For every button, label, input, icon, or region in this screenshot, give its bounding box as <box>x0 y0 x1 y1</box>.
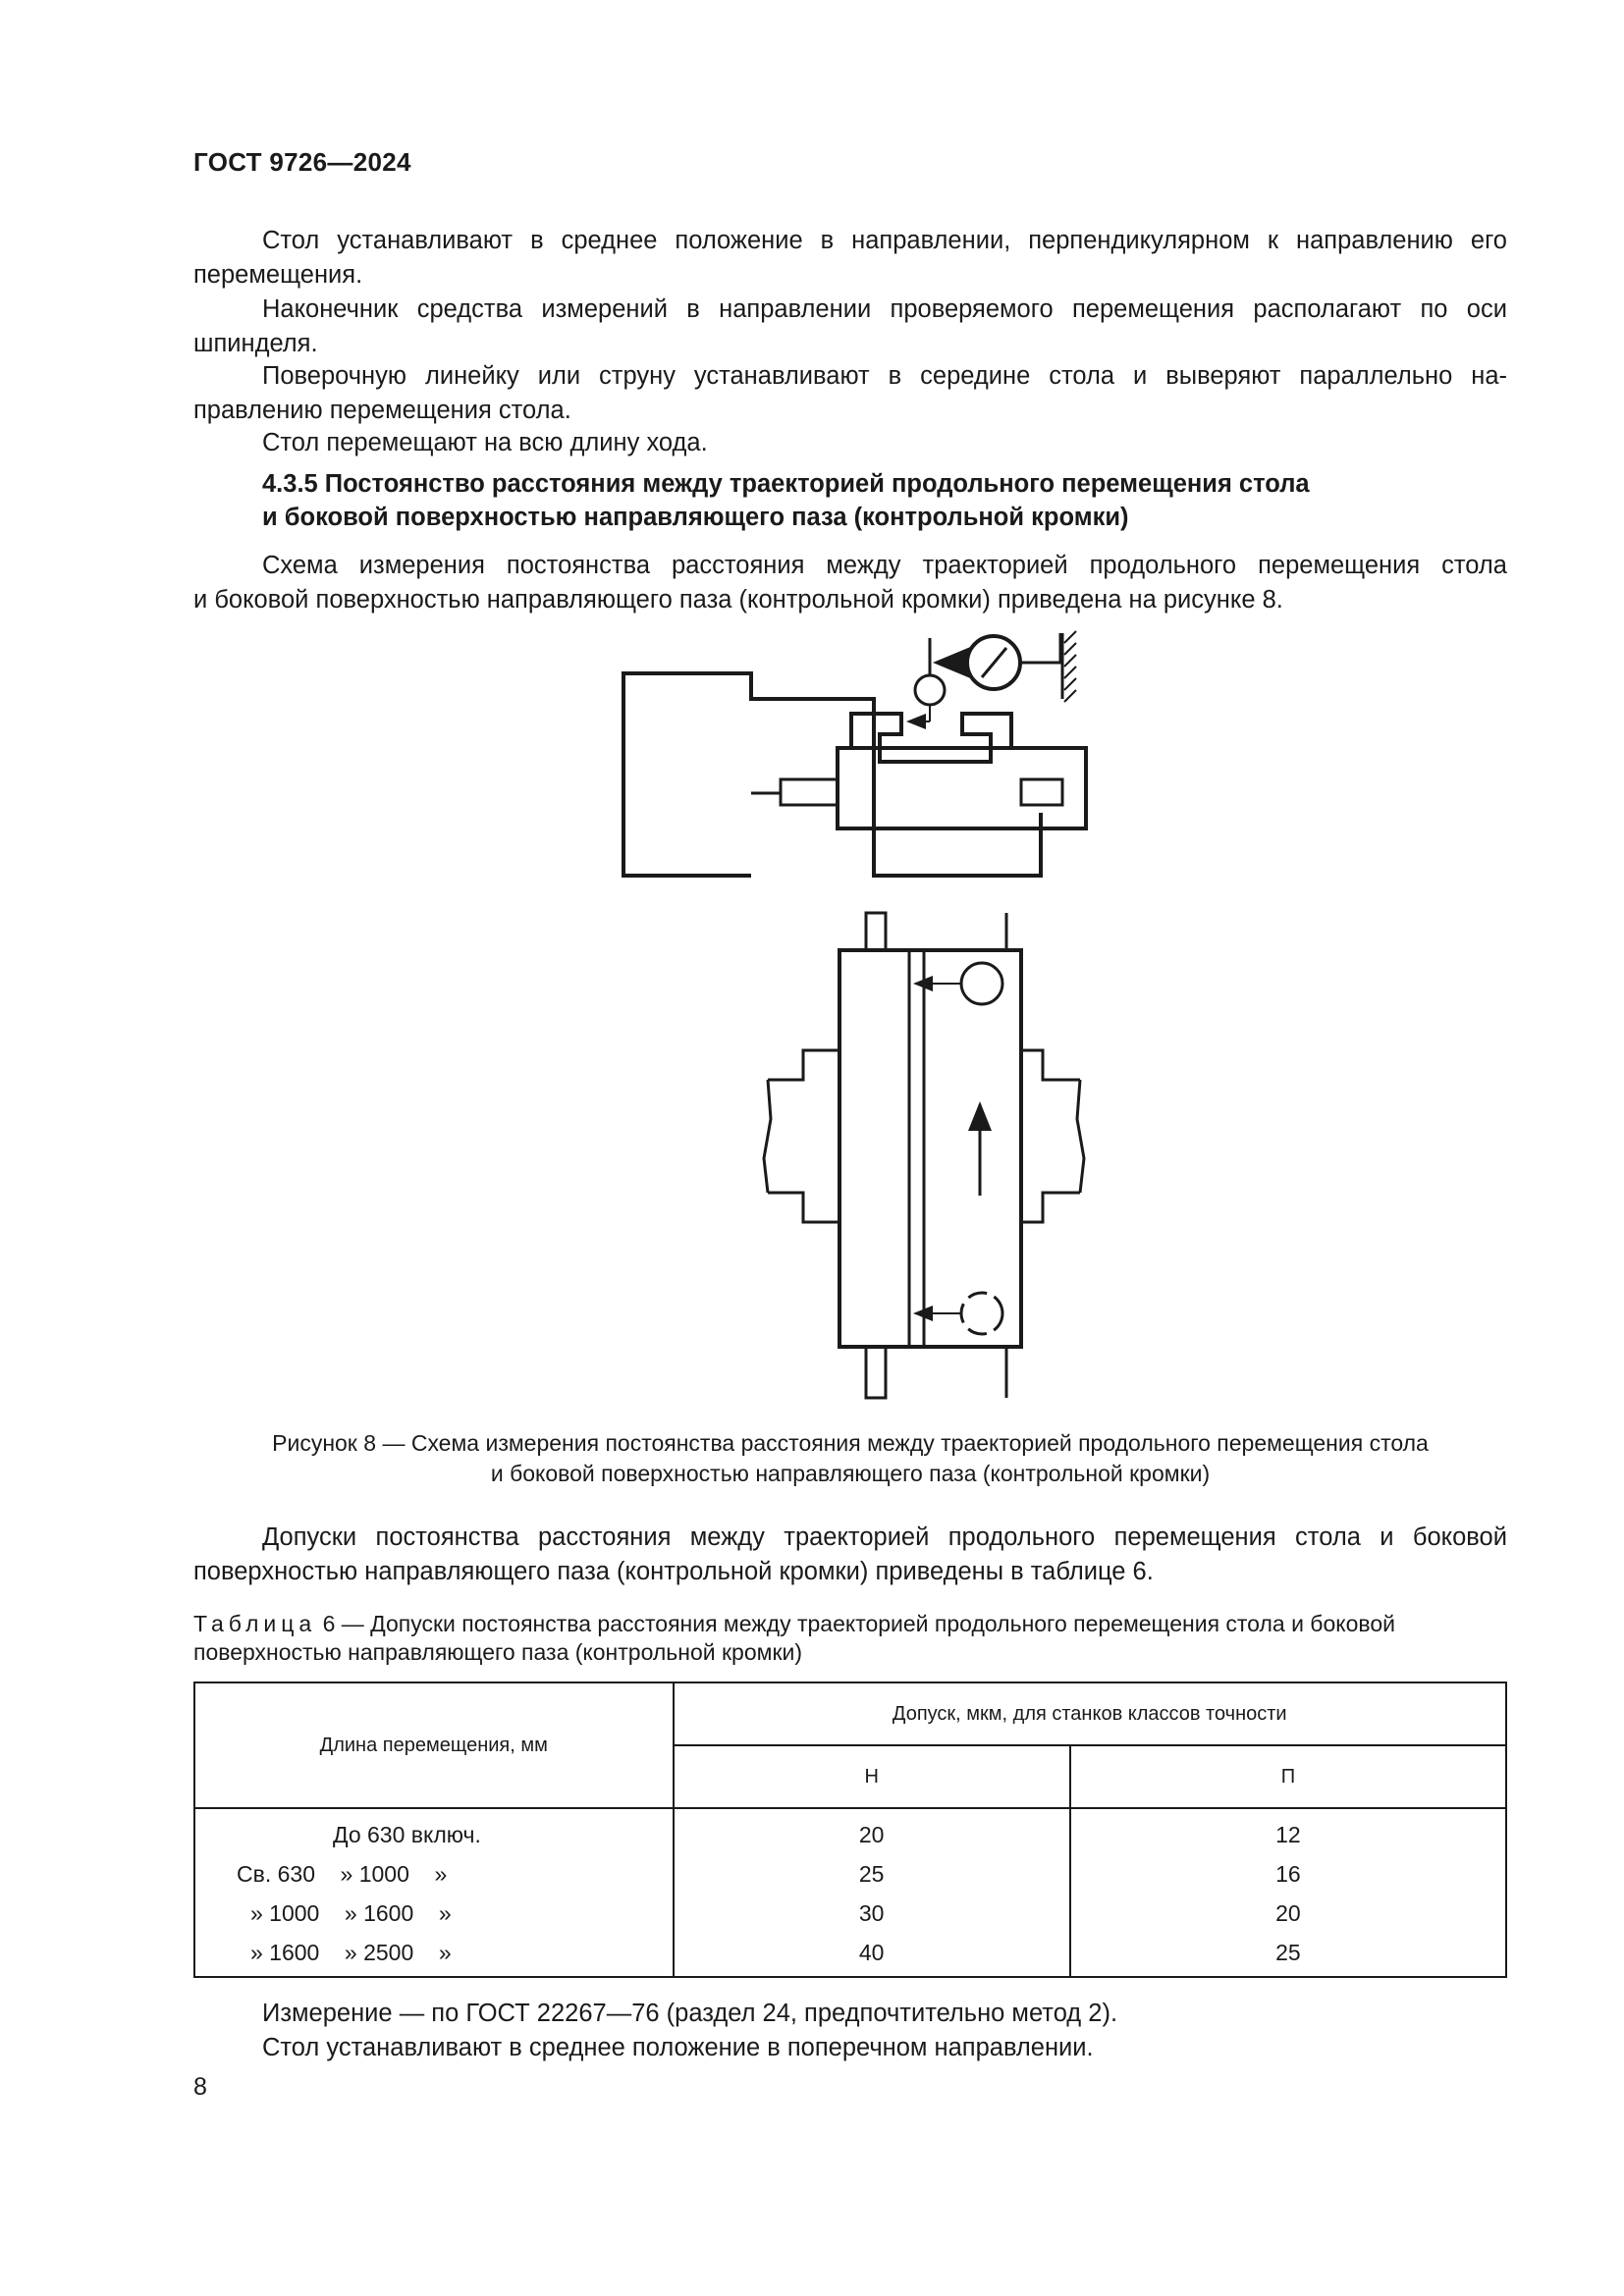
tolerance-h-cell: 30 <box>674 1894 1070 1933</box>
paragraph-line: шпинделя. <box>193 330 318 357</box>
table-top <box>839 950 1021 1347</box>
paragraph-line: правлению перемещения стола. <box>193 397 571 424</box>
table-row <box>194 1894 1506 1933</box>
paragraph-line: Измерение — по ГОСТ 22267—76 (раздел 24, предпочтительно метод 2). <box>262 2000 1118 2027</box>
side-view <box>623 631 1086 876</box>
table-caption-word: Таблица <box>193 1611 317 1636</box>
header-class-p: П <box>1070 1745 1506 1808</box>
paragraph-line: Стол перемещают на всю длину хода. <box>262 429 708 456</box>
length-cell: » 1600 » 2500 » <box>194 1933 674 1977</box>
section-title: и боковой поверхностью направляющего паза (контрольной кромки) <box>262 504 1129 531</box>
paragraph-line: Стол устанавливают в среднее положение в направлении, перпендикулярном к направлению его <box>262 227 1507 254</box>
top-view <box>764 913 1084 1398</box>
indicator-position-end <box>961 1293 1002 1334</box>
length-cell: Св. 630 » 1000 » <box>194 1854 674 1894</box>
table-row <box>194 1808 1506 1854</box>
machine-bed <box>623 673 1041 876</box>
paragraph-line: Наконечник средства измерений в направлении проверяемого перемещения располагают по оси <box>262 295 1507 323</box>
tolerance-table <box>193 1682 1507 1978</box>
length-cell: До 630 включ. <box>194 1808 674 1854</box>
document-code: ГОСТ 9726—2024 <box>193 147 411 177</box>
table-caption <box>193 1610 1507 1638</box>
paragraph-line: Стол устанавливают в среднее положение в поперечном направлении. <box>262 2034 1094 2061</box>
paragraph-line: Поверочную линейку или струну устанавливают в середине стола и выверяют параллельно на- <box>262 362 1507 390</box>
tolerance-h-cell: 25 <box>674 1854 1070 1894</box>
table-row <box>194 1933 1506 1977</box>
tolerance-p-cell: 25 <box>1070 1933 1506 1977</box>
figure-caption: Рисунок 8 — Схема измерения постоянства расстояния между траекторией продольного перемещения стола <box>272 1430 1429 1456</box>
section-title: 4.3.5 Постоянство расстояния между траекторией продольного перемещения стола <box>262 470 1310 498</box>
table-caption-text: 6 — Допуски постоянства расстояния между траекторией продольного перемещения стола и боковой <box>316 1611 1395 1636</box>
indicator-tip <box>915 675 945 705</box>
paragraph-line: Допуски постоянства расстояния между траекторией продольного перемещения стола и боковой <box>262 1523 1507 1551</box>
measurement-scheme-figure <box>609 618 1119 1414</box>
header-class-h: Н <box>674 1745 1070 1808</box>
header-tolerance: Допуск, мкм, для станков классов точности <box>674 1682 1506 1745</box>
screw-right <box>1021 779 1062 805</box>
paragraph-line: поверхностью направляющего паза (контрольной кромки) приведены в таблице 6. <box>193 1558 1154 1585</box>
header-length: Длина перемещения, мм <box>194 1682 674 1808</box>
tolerance-h-cell: 20 <box>674 1808 1070 1854</box>
indicator-position-start <box>961 963 1002 1004</box>
length-cell: » 1000 » 1600 » <box>194 1894 674 1933</box>
tolerance-p-cell: 12 <box>1070 1808 1506 1854</box>
table-row <box>194 1854 1506 1894</box>
figure-caption: и боковой поверхностью направляющего паза (контрольной кромки) <box>490 1461 1211 1486</box>
paragraph-line: и боковой поверхностью направляющего паза (контрольной кромки) приведена на рисунке 8. <box>193 586 1283 614</box>
tolerance-p-cell: 16 <box>1070 1854 1506 1894</box>
paragraph-line: Схема измерения постоянства расстояния между траекторией продольного перемещения стола <box>262 552 1507 579</box>
tolerance-h-cell: 40 <box>674 1933 1070 1977</box>
table-caption: поверхностью направляющего паза (контрольной кромки) <box>193 1639 803 1665</box>
tolerance-p-cell: 20 <box>1070 1894 1506 1933</box>
page-number: 8 <box>193 2073 207 2101</box>
screw-left <box>781 779 838 805</box>
paragraph-line: перемещения. <box>193 261 363 289</box>
